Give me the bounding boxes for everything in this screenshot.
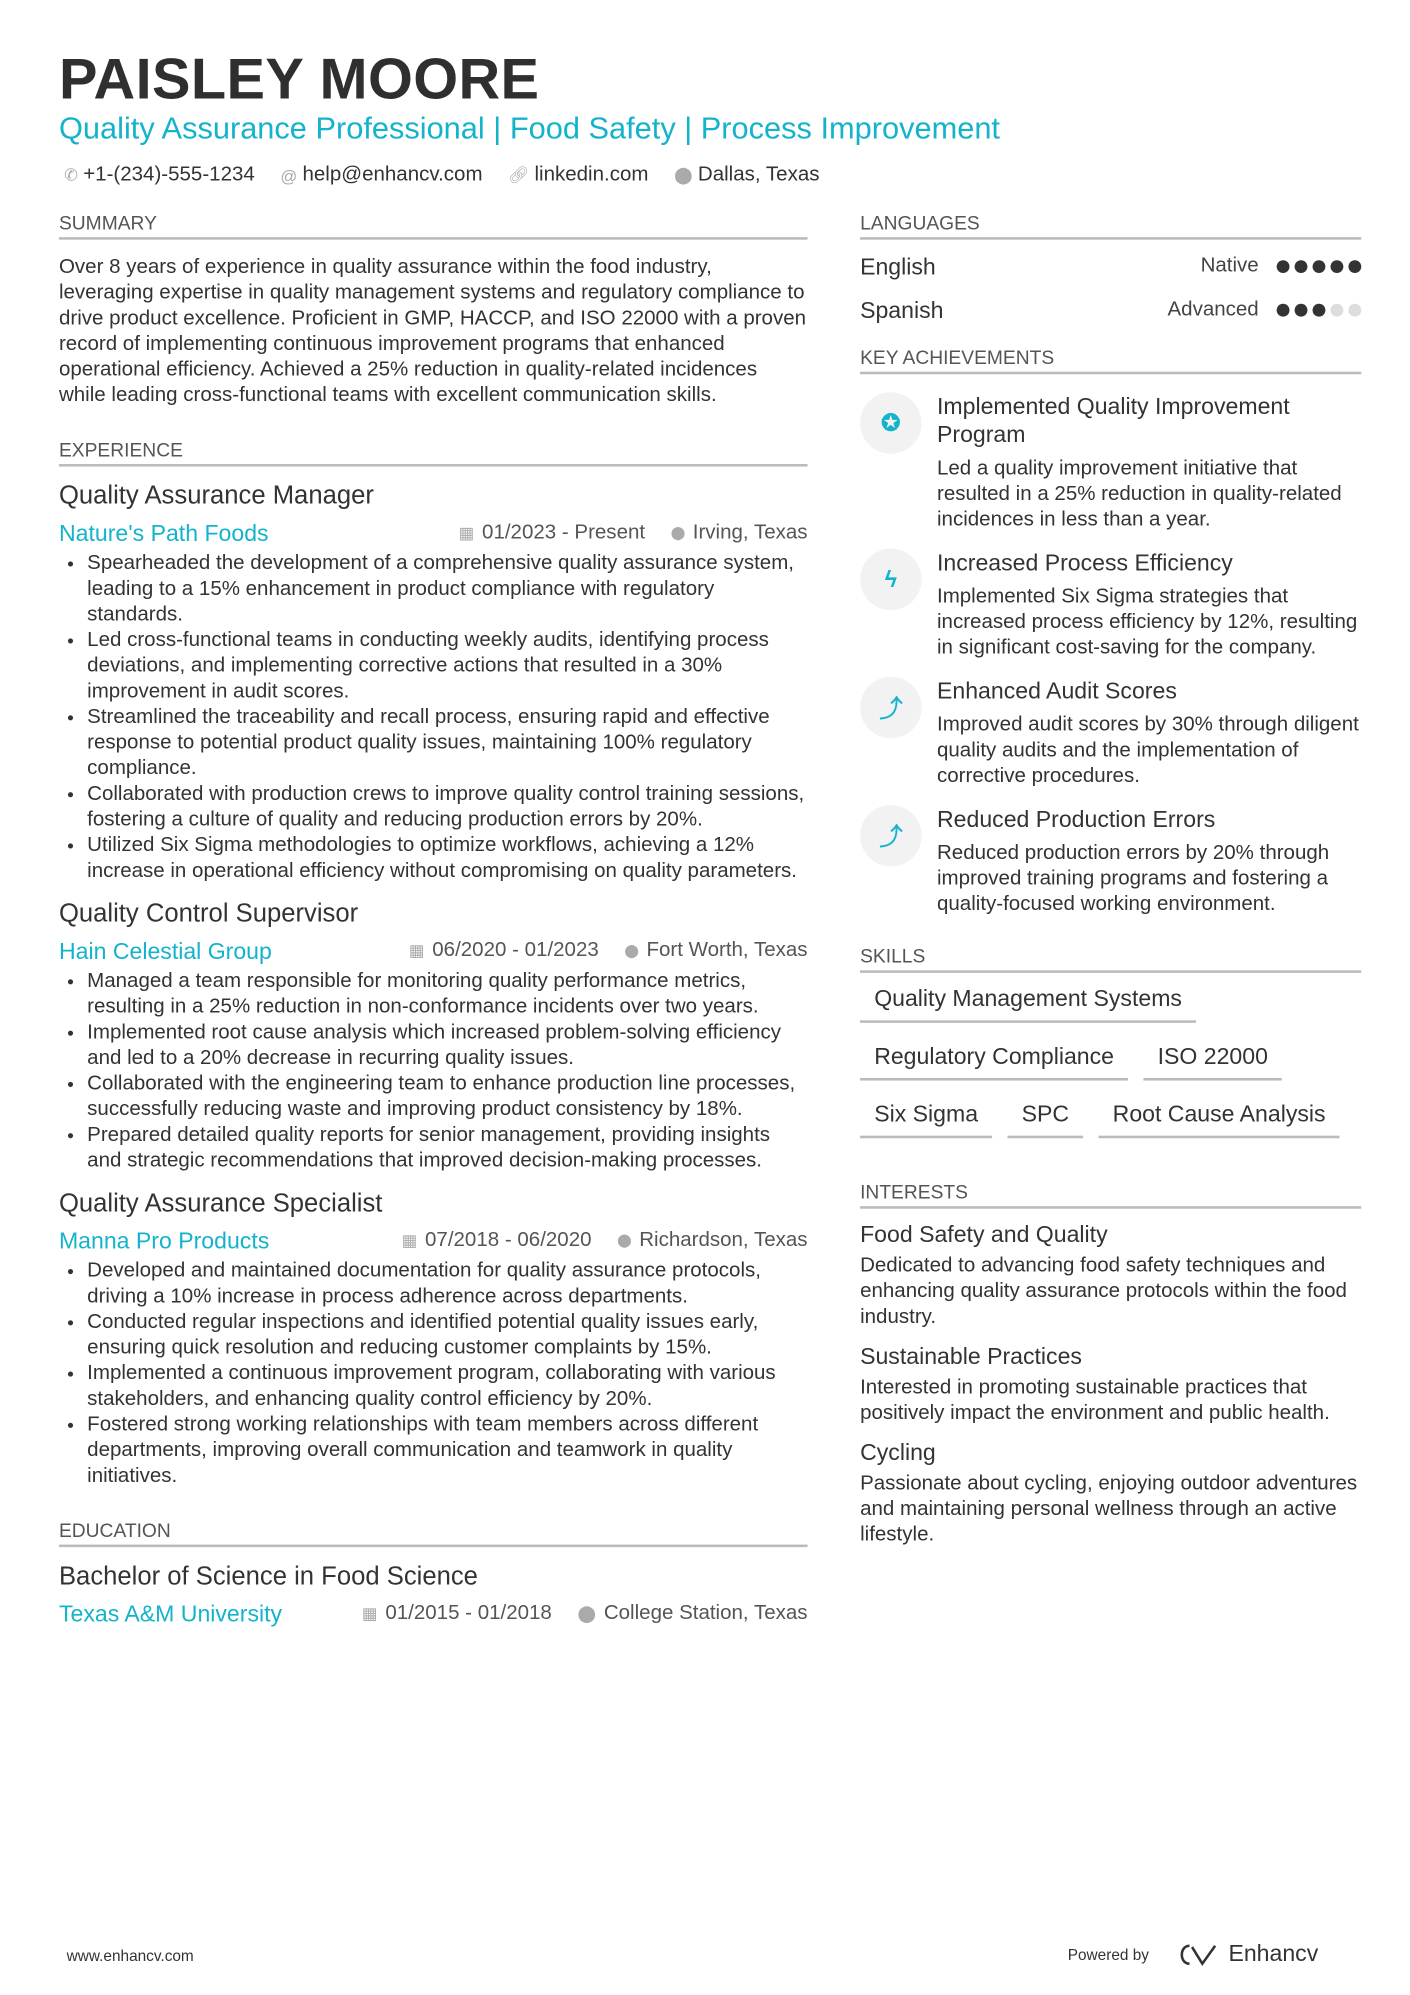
rating-dot (1331, 304, 1344, 317)
achievement-text: Improved audit scores by 30% through diligent quality audits and the implementation of corrective procedures. (936, 713, 1359, 788)
job-meta-row (59, 518, 808, 549)
language-item (860, 288, 1361, 332)
job-title: Quality Assurance Specialist (58, 1189, 383, 1218)
language-level: Native (1200, 255, 1259, 277)
skill-tag: SPC (1008, 1096, 1084, 1138)
rating-dot (1277, 304, 1290, 317)
company-name: Nature's Path Foods (58, 519, 269, 546)
job-dates (409, 940, 599, 963)
achievement-text: Implemented Six Sigma strategies that increased process efficiency by 12%, resulting in significant cost-saving for the company. (936, 585, 1358, 659)
strategy-icon: ⤴ (860, 677, 922, 739)
job-entry (59, 1187, 808, 1490)
bullet-item: • Implemented a continuous improvement program, collaborating with various stakeholders, and enhancing quality control efficiency by 20%. (87, 1361, 807, 1412)
achievement-body (937, 677, 1361, 790)
contact-bar (64, 164, 819, 187)
location-pin-icon: ⬤ (624, 944, 639, 959)
degree: Bachelor of Science in Food Science (58, 1562, 478, 1591)
achievement-title: Reduced Production Errors (936, 806, 1216, 832)
at-icon: @ (280, 165, 298, 186)
location-text: Dallas, Texas (697, 164, 820, 186)
skill-tag: Root Cause Analysis (1099, 1096, 1340, 1138)
job-dates (459, 522, 646, 545)
job-dates (402, 1229, 592, 1252)
bullet-item: • Streamlined the traceability and recall process, ensuring rapid and effective response to potential product quality issues, maintaining 100% regulatory compliance. (87, 705, 807, 782)
interest-item (860, 1222, 1361, 1331)
interest-item (860, 1343, 1361, 1426)
skill-tag: ISO 22000 (1143, 1038, 1282, 1080)
calendar-icon: ▦ (361, 1603, 378, 1623)
rating-dot (1277, 260, 1290, 273)
strategy-icon: ⤴ (860, 805, 922, 867)
rating-dot (1313, 304, 1326, 317)
achievement-title: Implemented Quality Improvement Program (936, 393, 1290, 448)
interest-text: Interested in promoting sustainable practices that positively impact the environment and public health. (860, 1376, 1330, 1425)
achievement-item (860, 805, 1361, 918)
job-location (671, 522, 808, 545)
interest-title: Food Safety and Quality (860, 1221, 1108, 1248)
interests-list (860, 1222, 1361, 1549)
linkedin-text[interactable]: linkedin.com (534, 164, 649, 186)
job-bullets (59, 1259, 808, 1490)
enhancv-logo-icon (1175, 1941, 1221, 1967)
rating-dot (1313, 260, 1326, 273)
job-meta-row (59, 936, 808, 967)
contact-location (674, 164, 819, 187)
bullet-item: • Managed a team responsible for monitoring quality performance metrics, resulting in a 25% reduction in non-conformance incidents over two years. (87, 969, 807, 1020)
job-meta (402, 1229, 808, 1252)
skills-list (860, 981, 1361, 1139)
section-title-skills: SKILLS (860, 946, 1361, 973)
left-column (59, 213, 808, 1629)
rating-dot (1348, 260, 1361, 273)
footer-powered (1068, 1941, 1319, 1968)
location-text: Richardson, Texas (639, 1229, 808, 1252)
achievement-body (937, 549, 1361, 662)
calendar-icon: ▦ (408, 940, 425, 961)
company-name: Hain Celestial Group (58, 937, 272, 964)
bullet-item: • Led cross-functional teams in conducting weekly audits, identifying process deviations, and implementing corrective actions that resulted in a 30% improvement in audit scores. (87, 628, 807, 705)
contact-phone (64, 164, 255, 187)
interest-title: Sustainable Practices (860, 1343, 1082, 1369)
email-text[interactable]: help@enhancv.com (302, 164, 483, 186)
skill-tag: Six Sigma (860, 1096, 992, 1138)
summary-text: Over 8 years of experience in quality assurance within the food industry, leveraging expertise in quality management systems and regulatory compliance to drive product excellence. Proficient in GMP, HACCP, and ISO 22000 with a proven record of implementing continuous improvement programs that enhanced operational efficiency. Achieved a 25% reduction in quality-related incidences while leading cross-functional teams with excellent communication skills. (58, 256, 807, 407)
job-location (617, 1229, 807, 1252)
lightning-icon: ϟ (860, 549, 922, 611)
section-title-languages: LANGUAGES (860, 213, 1361, 240)
section-title-education: EDUCATION (59, 1520, 808, 1547)
location-pin-icon: ⬤ (674, 165, 693, 185)
education-meta (362, 1602, 808, 1625)
brand-name: Enhancv (1228, 1940, 1319, 1967)
dates-text: 07/2018 - 06/2020 (425, 1229, 592, 1252)
dates-text: 06/2020 - 01/2023 (432, 939, 599, 962)
job-title: Quality Assurance Manager (58, 481, 374, 511)
language-level: Advanced (1167, 298, 1259, 321)
achievement-title: Increased Process Efficiency (936, 549, 1233, 576)
job-location (624, 940, 807, 963)
bullet-item: • Implemented root cause analysis which increased problem-solving efficiency and led to a 20% decrease in recurring quality issues. (87, 1020, 807, 1071)
company-name: Manna Pro Products (58, 1227, 270, 1253)
language-rating (1277, 304, 1362, 317)
location-pin-icon: ⬤ (577, 1603, 597, 1623)
location-text: Irving, Texas (692, 521, 808, 544)
job-title: Quality Control Supervisor (58, 899, 359, 929)
education-location (577, 1602, 807, 1625)
section-title-interests: INTERESTS (860, 1182, 1361, 1209)
bullet-item: • Conducted regular inspections and identified potential quality issues early, ensuring quick resolution and reducing customer complaints by 15%. (87, 1310, 807, 1361)
achievement-title: Enhanced Audit Scores (936, 678, 1177, 704)
right-column (860, 213, 1361, 1549)
education-dates (362, 1602, 552, 1625)
skill-tag: Regulatory Compliance (860, 1038, 1128, 1080)
bullet-item: • Collaborated with the engineering team to enhance production line processes, successfully reducing waste and improving product consistency by 18%. (87, 1072, 807, 1123)
interest-text: Dedicated to advancing food safety techniques and enhancing quality assurance protocols within the food industry. (860, 1254, 1347, 1328)
job-bullets (59, 551, 808, 884)
location-text: Fort Worth, Texas (646, 939, 808, 962)
bullet-item: • Spearheaded the development of a comprehensive quality assurance system, leading to a 15% enhancement in product compliance with regulatory standards. (87, 551, 807, 628)
achievement-item (860, 392, 1361, 533)
award-icon: ✪ (860, 392, 922, 454)
dates-text: 01/2023 - Present (482, 521, 646, 544)
interest-title: Cycling (860, 1439, 936, 1466)
contact-email[interactable] (280, 164, 482, 187)
language-rating (1277, 260, 1362, 273)
rating-dot (1331, 260, 1344, 273)
job-meta (409, 940, 808, 963)
section-title-experience: EXPERIENCE (59, 440, 808, 467)
calendar-icon: ▦ (458, 522, 475, 543)
experience-list (59, 479, 808, 1489)
achievement-body (937, 805, 1361, 918)
job-meta-row (59, 1225, 808, 1256)
bullet-item: • Utilized Six Sigma methodologies to optimize workflows, achieving a 12% increase in operational efficiency without compromising on quality parameters. (87, 833, 807, 884)
language-item (860, 245, 1361, 289)
bullet-item: • Collaborated with production crews to improve quality control training sessions, fostering a culture of quality and reducing production errors by 20%. (87, 782, 807, 833)
education-meta-row (59, 1598, 808, 1629)
bullet-item: • Prepared detailed quality reports for senior management, providing insights and strategic recommendations that improved decision-making processes. (87, 1123, 807, 1174)
powered-by-label: Powered by (1067, 1945, 1149, 1964)
bullet-item: • Developed and maintained documentation for quality assurance protocols, driving a 10% increase in process adherence across departments. (87, 1259, 807, 1310)
language-name: English (860, 253, 936, 279)
achievement-body (937, 392, 1361, 533)
interest-item (860, 1439, 1361, 1548)
job-bullets (59, 969, 808, 1174)
contact-linkedin[interactable] (508, 164, 648, 187)
link-icon: 🔗︎ (508, 165, 530, 185)
enhancv-logo[interactable] (1175, 1941, 1319, 1968)
achievement-text: Led a quality improvement initiative that resulted in a 25% reduction in quality-related incidences in less than a year. (936, 457, 1342, 531)
candidate-name: PAISLEY MOORE (58, 46, 540, 112)
section-title-summary: SUMMARY (59, 213, 808, 240)
location-text: College Station, Texas (603, 1602, 808, 1625)
bullet-item: • Fostered strong working relationships with team members across different departments, improving overall communication and teamwork in quality initiatives. (87, 1413, 807, 1490)
rating-dot (1295, 304, 1308, 317)
education-entry (59, 1560, 808, 1629)
phone-icon: ✆ (64, 165, 79, 185)
calendar-icon: ▦ (401, 1230, 418, 1250)
rating-dot (1348, 304, 1361, 317)
dates-text: 01/2015 - 01/2018 (385, 1602, 552, 1625)
location-pin-icon: ⬤ (670, 526, 686, 541)
achievement-item (860, 677, 1361, 790)
footer-website[interactable]: www.enhancv.com (66, 1947, 194, 1965)
achievement-list (860, 392, 1361, 918)
achievement-item (860, 549, 1361, 662)
school-name: Texas A&M University (58, 1600, 283, 1626)
language-name: Spanish (860, 296, 944, 323)
job-meta (459, 522, 808, 545)
language-list (860, 245, 1361, 332)
phone-text: +1-(234)-555-1234 (83, 164, 255, 186)
job-entry (59, 897, 808, 1174)
skill-tag: Quality Management Systems (860, 981, 1196, 1023)
job-entry (59, 479, 808, 884)
candidate-headline: Quality Assurance Professional | Food Safety | Process Improvement (58, 111, 1000, 147)
location-pin-icon: ⬤ (617, 1233, 632, 1248)
rating-dot (1295, 260, 1308, 273)
interest-text: Passionate about cycling, enjoying outdoor adventures and maintaining personal wellness through an active lifestyle. (860, 1472, 1358, 1546)
achievement-text: Reduced production errors by 20% through improved training programs and fostering a quality-focused working environment. (936, 842, 1330, 916)
section-title-achievements: KEY ACHIEVEMENTS (860, 347, 1361, 374)
